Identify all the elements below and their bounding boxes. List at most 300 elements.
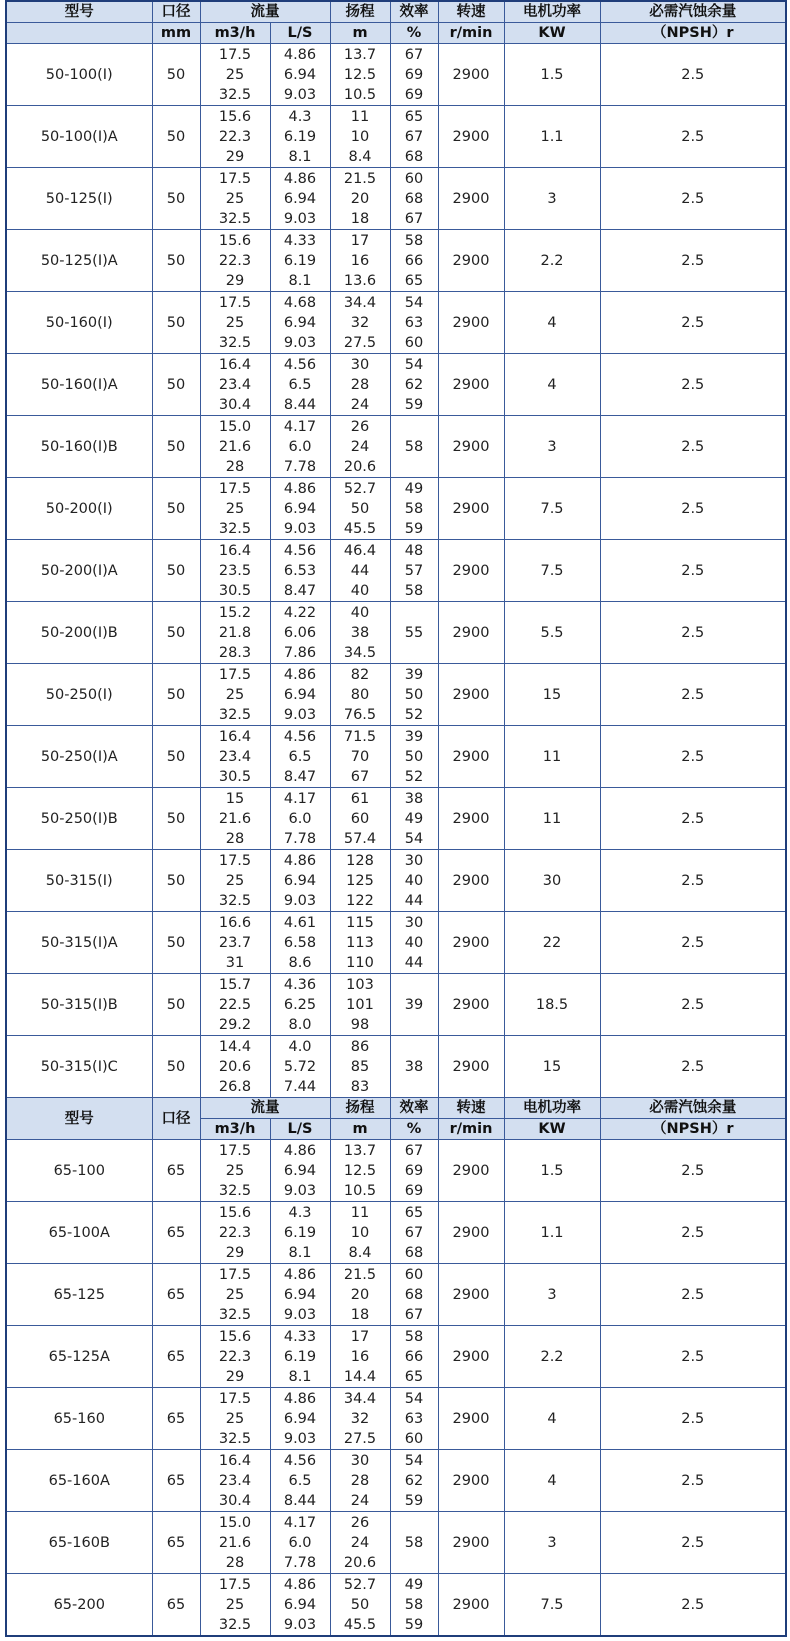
power-cell: 4: [504, 1388, 600, 1450]
head-cell: [330, 1202, 390, 1264]
flow-ls-cell-value: 6.06: [283, 624, 317, 641]
flow-m3h-cell: [200, 1326, 270, 1388]
efficiency-cell-value: 58: [404, 1534, 424, 1551]
efficiency-cell-value: 67: [404, 210, 424, 227]
efficiency-cell-value: 54: [404, 830, 424, 847]
efficiency-cell-value: 62: [404, 376, 424, 393]
header-row-top: [6, 1098, 786, 1119]
caliber-cell: 50: [152, 292, 200, 354]
table-row: [6, 1264, 786, 1326]
efficiency-cell-value: 52: [404, 768, 424, 785]
flow-m3h-cell-value: 32.5: [218, 706, 252, 723]
efficiency-cell: [390, 1264, 438, 1326]
flow-ls-cell-value: 7.78: [283, 1554, 317, 1571]
efficiency-cell: [390, 1140, 438, 1202]
header-flow-ls: L/S: [270, 23, 330, 44]
flow-m3h-cell-value: 22.3: [218, 128, 252, 145]
table-row: [6, 664, 786, 726]
flow-m3h-cell-value: 16.4: [218, 542, 252, 559]
flow-ls-cell-value: 9.03: [283, 86, 317, 103]
header-model-blank: [6, 23, 152, 44]
flow-ls-cell-value: 7.78: [283, 830, 317, 847]
model-cell: 50-100(I): [6, 44, 152, 106]
efficiency-cell-value: 50: [404, 748, 424, 765]
caliber-cell: 50: [152, 416, 200, 478]
flow-m3h-cell-value: 25: [225, 872, 245, 889]
flow-ls-cell-value: 4.3: [288, 108, 312, 125]
power-cell: 1.5: [504, 1140, 600, 1202]
flow-m3h-cell-value: 28: [225, 458, 245, 475]
model-cell: 50-125(I)A: [6, 230, 152, 292]
flow-m3h-cell: [200, 540, 270, 602]
head-cell-value: 10.5: [343, 1182, 377, 1199]
flow-ls-cell: [270, 1326, 330, 1388]
flow-ls-cell-value: 6.94: [283, 190, 317, 207]
flow-m3h-cell-value: 20.6: [218, 1058, 252, 1075]
flow-ls-cell-value: 4.68: [283, 294, 317, 311]
flow-m3h-cell-value: 17.5: [218, 294, 252, 311]
efficiency-cell-value: 38: [404, 790, 424, 807]
speed-cell: 2900: [438, 1512, 504, 1574]
flow-m3h-cell-value: 29: [225, 1244, 245, 1261]
head-cell-value: 30: [350, 1452, 370, 1469]
flow-ls-cell-value: 4.86: [283, 666, 317, 683]
npsh-cell: 2.5: [600, 912, 786, 974]
caliber-cell: 50: [152, 106, 200, 168]
head-cell-value: 17: [350, 232, 370, 249]
speed-cell: 2900: [438, 1326, 504, 1388]
flow-ls-cell-value: 4.86: [283, 1576, 317, 1593]
efficiency-cell-value: 63: [404, 1410, 424, 1427]
head-cell: [330, 230, 390, 292]
flow-m3h-cell-value: 15.7: [218, 976, 252, 993]
flow-m3h-cell: [200, 44, 270, 106]
flow-m3h-cell-value: 30.5: [218, 582, 252, 599]
table-row: [6, 1574, 786, 1637]
efficiency-cell-value: 69: [404, 86, 424, 103]
head-cell-value: 113: [346, 934, 374, 951]
flow-m3h-cell-value: 30.4: [218, 1492, 252, 1509]
flow-ls-cell-value: 6.19: [283, 128, 317, 145]
npsh-cell: 2.5: [600, 974, 786, 1036]
efficiency-cell-value: 30: [404, 914, 424, 931]
head-cell-value: 45.5: [343, 1616, 377, 1633]
flow-m3h-cell-value: 16.4: [218, 1452, 252, 1469]
flow-ls-cell: [270, 106, 330, 168]
efficiency-cell-value: 52: [404, 706, 424, 723]
flow-ls-cell-value: 4.86: [283, 170, 317, 187]
npsh-cell: 2.5: [600, 44, 786, 106]
npsh-cell: 2.5: [600, 1326, 786, 1388]
table-row: [6, 1202, 786, 1264]
flow-ls-cell-value: 4.61: [283, 914, 317, 931]
head-cell: [330, 1140, 390, 1202]
header-npsh-unit: （NPSH）r: [600, 1119, 786, 1140]
efficiency-cell-value: 49: [404, 480, 424, 497]
head-cell-value: 50: [350, 500, 370, 517]
flow-m3h-cell-value: 32.5: [218, 1430, 252, 1447]
npsh-cell: 2.5: [600, 478, 786, 540]
efficiency-cell-value: 60: [404, 170, 424, 187]
efficiency-cell-value: 58: [404, 1596, 424, 1613]
efficiency-cell: [390, 912, 438, 974]
flow-ls-cell: [270, 478, 330, 540]
flow-ls-cell-value: 6.94: [283, 1286, 317, 1303]
speed-cell: 2900: [438, 106, 504, 168]
head-cell-value: 101: [346, 996, 374, 1013]
flow-ls-cell: [270, 850, 330, 912]
npsh-cell: 2.5: [600, 1512, 786, 1574]
speed-cell: 2900: [438, 1574, 504, 1637]
flow-m3h-cell-value: 23.4: [218, 748, 252, 765]
efficiency-cell-value: 44: [404, 892, 424, 909]
header-power: 电机功率: [504, 1098, 600, 1119]
flow-m3h-cell: [200, 1388, 270, 1450]
flow-m3h-cell-value: 23.7: [218, 934, 252, 951]
flow-m3h-cell-value: 22.3: [218, 1224, 252, 1241]
head-cell: [330, 912, 390, 974]
table-row: [6, 1450, 786, 1512]
npsh-cell: 2.5: [600, 354, 786, 416]
table-row: [6, 1036, 786, 1098]
efficiency-cell-value: 38: [404, 1058, 424, 1075]
efficiency-cell: [390, 1036, 438, 1098]
head-cell-value: 128: [346, 852, 374, 869]
header-efficiency-unit: %: [390, 23, 438, 44]
efficiency-cell-value: 60: [404, 334, 424, 351]
head-cell-value: 125: [346, 872, 374, 889]
efficiency-cell-value: 67: [404, 46, 424, 63]
flow-ls-cell-value: 4.17: [283, 790, 317, 807]
efficiency-cell: [390, 106, 438, 168]
head-cell-value: 45.5: [343, 520, 377, 537]
flow-m3h-cell-value: 28: [225, 1554, 245, 1571]
flow-ls-cell: [270, 1140, 330, 1202]
flow-m3h-cell-value: 21.6: [218, 810, 252, 827]
head-cell-value: 103: [346, 976, 374, 993]
table-row: [6, 974, 786, 1036]
efficiency-cell: [390, 540, 438, 602]
speed-cell: 2900: [438, 1036, 504, 1098]
speed-cell: 2900: [438, 540, 504, 602]
flow-m3h-cell: [200, 912, 270, 974]
power-cell: 7.5: [504, 540, 600, 602]
flow-m3h-cell-value: 22.3: [218, 1348, 252, 1365]
power-cell: 18.5: [504, 974, 600, 1036]
caliber-cell: 65: [152, 1264, 200, 1326]
table-row: [6, 788, 786, 850]
flow-m3h-cell-value: 30.4: [218, 396, 252, 413]
head-cell: [330, 478, 390, 540]
efficiency-cell-value: 54: [404, 1452, 424, 1469]
head-cell-value: 32: [350, 1410, 370, 1427]
flow-m3h-cell-value: 25: [225, 1410, 245, 1427]
flow-ls-cell-value: 9.03: [283, 520, 317, 537]
head-cell-value: 14.4: [343, 1368, 377, 1385]
flow-ls-cell-value: 6.94: [283, 1162, 317, 1179]
speed-cell: 2900: [438, 1202, 504, 1264]
flow-ls-cell-value: 6.25: [283, 996, 317, 1013]
efficiency-cell: [390, 788, 438, 850]
model-cell: 65-125: [6, 1264, 152, 1326]
speed-cell: 2900: [438, 1388, 504, 1450]
flow-m3h-cell-value: 25: [225, 686, 245, 703]
head-cell-value: 16: [350, 1348, 370, 1365]
efficiency-cell: [390, 726, 438, 788]
efficiency-cell-value: 65: [404, 1204, 424, 1221]
head-cell-value: 60: [350, 810, 370, 827]
flow-ls-cell-value: 9.03: [283, 1182, 317, 1199]
header-caliber: 口径: [152, 1098, 200, 1140]
head-cell-value: 11: [350, 108, 370, 125]
caliber-cell: 50: [152, 540, 200, 602]
flow-m3h-cell-value: 17.5: [218, 170, 252, 187]
header-npsh-unit: （NPSH）r: [600, 23, 786, 44]
npsh-cell: 2.5: [600, 1036, 786, 1098]
head-cell-value: 44: [350, 562, 370, 579]
efficiency-cell: [390, 292, 438, 354]
caliber-cell: 50: [152, 974, 200, 1036]
flow-m3h-cell: [200, 1202, 270, 1264]
efficiency-cell: [390, 1450, 438, 1512]
speed-cell: 2900: [438, 1450, 504, 1512]
flow-ls-cell-value: 6.94: [283, 1596, 317, 1613]
flow-ls-cell-value: 7.44: [283, 1078, 317, 1095]
table-row: [6, 106, 786, 168]
head-cell-value: 86: [350, 1038, 370, 1055]
flow-m3h-cell-value: 15.0: [218, 418, 252, 435]
npsh-cell: 2.5: [600, 1264, 786, 1326]
flow-ls-cell-value: 4.86: [283, 1266, 317, 1283]
flow-ls-cell-value: 4.36: [283, 976, 317, 993]
table-row: [6, 292, 786, 354]
header-npsh: 必需汽蚀余量: [600, 1098, 786, 1119]
flow-m3h-cell-value: 25: [225, 1596, 245, 1613]
flow-m3h-cell-value: 25: [225, 1162, 245, 1179]
head-cell: [330, 1450, 390, 1512]
head-cell-value: 40: [350, 604, 370, 621]
model-cell: 65-160A: [6, 1450, 152, 1512]
header-head-unit: m: [330, 23, 390, 44]
model-cell: 50-160(I): [6, 292, 152, 354]
power-cell: 15: [504, 1036, 600, 1098]
flow-m3h-cell-value: 17.5: [218, 666, 252, 683]
flow-ls-cell: [270, 44, 330, 106]
efficiency-cell-value: 54: [404, 294, 424, 311]
flow-ls-cell: [270, 1574, 330, 1637]
flow-ls-cell-value: 7.78: [283, 458, 317, 475]
flow-ls-cell-value: 6.58: [283, 934, 317, 951]
header-power-unit: KW: [504, 23, 600, 44]
flow-ls-cell-value: 4.22: [283, 604, 317, 621]
head-cell: [330, 602, 390, 664]
flow-ls-cell-value: 9.03: [283, 706, 317, 723]
header-flow: 流量: [200, 1, 330, 23]
flow-m3h-cell-value: 25: [225, 1286, 245, 1303]
head-cell-value: 24: [350, 438, 370, 455]
flow-m3h-cell-value: 15: [225, 790, 245, 807]
head-cell-value: 85: [350, 1058, 370, 1075]
head-cell-value: 17: [350, 1328, 370, 1345]
table-row: [6, 1326, 786, 1388]
flow-m3h-cell-value: 23.4: [218, 1472, 252, 1489]
head-cell-value: 20: [350, 190, 370, 207]
header-speed-unit: r/min: [438, 23, 504, 44]
flow-m3h-cell: [200, 850, 270, 912]
flow-m3h-cell: [200, 230, 270, 292]
efficiency-cell-value: 54: [404, 356, 424, 373]
flow-ls-cell: [270, 1512, 330, 1574]
caliber-cell: 50: [152, 726, 200, 788]
power-cell: 1.5: [504, 44, 600, 106]
speed-cell: 2900: [438, 230, 504, 292]
model-cell: 50-250(I)B: [6, 788, 152, 850]
flow-m3h-cell-value: 17.5: [218, 1390, 252, 1407]
model-cell: 50-200(I): [6, 478, 152, 540]
speed-cell: 2900: [438, 292, 504, 354]
table-row: [6, 602, 786, 664]
flow-ls-cell: [270, 1388, 330, 1450]
header-power: 电机功率: [504, 1, 600, 23]
header-npsh: 必需汽蚀余量: [600, 1, 786, 23]
flow-m3h-cell: [200, 664, 270, 726]
flow-ls-cell: [270, 354, 330, 416]
flow-ls-cell-value: 5.72: [283, 1058, 317, 1075]
head-cell-value: 28: [350, 376, 370, 393]
head-cell-value: 46.4: [343, 542, 377, 559]
head-cell: [330, 1512, 390, 1574]
model-cell: 65-100A: [6, 1202, 152, 1264]
model-cell: 50-160(I)A: [6, 354, 152, 416]
power-cell: 1.1: [504, 1202, 600, 1264]
flow-m3h-cell-value: 17.5: [218, 1266, 252, 1283]
flow-m3h-cell: [200, 1036, 270, 1098]
flow-m3h-cell-value: 32.5: [218, 1616, 252, 1633]
flow-ls-cell-value: 6.19: [283, 1348, 317, 1365]
efficiency-cell-value: 63: [404, 314, 424, 331]
flow-ls-cell-value: 9.03: [283, 1430, 317, 1447]
flow-m3h-cell-value: 16.4: [218, 728, 252, 745]
flow-m3h-cell: [200, 416, 270, 478]
head-cell-value: 18: [350, 1306, 370, 1323]
header-speed-unit: r/min: [438, 1119, 504, 1140]
caliber-cell: 65: [152, 1450, 200, 1512]
flow-ls-cell-value: 4.56: [283, 728, 317, 745]
header-efficiency: 效率: [390, 1, 438, 23]
model-cell: 50-200(I)B: [6, 602, 152, 664]
model-cell: 50-250(I): [6, 664, 152, 726]
caliber-cell: 50: [152, 1036, 200, 1098]
power-cell: 3: [504, 1512, 600, 1574]
efficiency-cell-value: 49: [404, 810, 424, 827]
flow-ls-cell: [270, 1264, 330, 1326]
head-cell: [330, 974, 390, 1036]
table-row: [6, 416, 786, 478]
model-cell: 50-315(I)A: [6, 912, 152, 974]
efficiency-cell-value: 59: [404, 396, 424, 413]
head-cell: [330, 540, 390, 602]
flow-m3h-cell-value: 25: [225, 190, 245, 207]
flow-m3h-cell-value: 16.6: [218, 914, 252, 931]
header-row-top: [6, 1, 786, 23]
power-cell: 4: [504, 354, 600, 416]
head-cell-value: 24: [350, 1492, 370, 1509]
efficiency-cell-value: 65: [404, 108, 424, 125]
flow-ls-cell: [270, 292, 330, 354]
flow-ls-cell-value: 9.03: [283, 892, 317, 909]
flow-ls-cell: [270, 168, 330, 230]
head-cell-value: 82: [350, 666, 370, 683]
head-cell-value: 8.4: [348, 148, 372, 165]
speed-cell: 2900: [438, 912, 504, 974]
head-cell-value: 10: [350, 128, 370, 145]
flow-ls-cell-value: 8.47: [283, 582, 317, 599]
efficiency-cell: [390, 850, 438, 912]
power-cell: 15: [504, 664, 600, 726]
efficiency-cell: [390, 1512, 438, 1574]
flow-ls-cell: [270, 912, 330, 974]
flow-ls-cell-value: 6.94: [283, 66, 317, 83]
flow-m3h-cell-value: 15.6: [218, 1328, 252, 1345]
head-cell: [330, 664, 390, 726]
head-cell-value: 40: [350, 582, 370, 599]
flow-ls-cell-value: 4.17: [283, 1514, 317, 1531]
head-cell-value: 98: [350, 1016, 370, 1033]
flow-m3h-cell-value: 31: [225, 954, 245, 971]
flow-m3h-cell-value: 17.5: [218, 1142, 252, 1159]
head-cell-value: 10: [350, 1224, 370, 1241]
flow-m3h-cell-value: 22.5: [218, 996, 252, 1013]
head-cell: [330, 416, 390, 478]
flow-m3h-cell-value: 28.3: [218, 644, 252, 661]
head-cell-value: 70: [350, 748, 370, 765]
flow-ls-cell-value: 4.3: [288, 1204, 312, 1221]
head-cell-value: 57.4: [343, 830, 377, 847]
efficiency-cell: [390, 230, 438, 292]
efficiency-cell-value: 39: [404, 728, 424, 745]
head-cell-value: 10.5: [343, 86, 377, 103]
flow-m3h-cell-value: 21.6: [218, 438, 252, 455]
table-row: [6, 354, 786, 416]
flow-m3h-cell-value: 14.4: [218, 1038, 252, 1055]
head-cell-value: 16: [350, 252, 370, 269]
flow-ls-cell-value: 4.33: [283, 1328, 317, 1345]
efficiency-cell-value: 59: [404, 520, 424, 537]
head-cell-value: 34.4: [343, 1390, 377, 1407]
flow-m3h-cell-value: 25: [225, 314, 245, 331]
efficiency-cell: [390, 168, 438, 230]
head-cell-value: 32: [350, 314, 370, 331]
head-cell-value: 38: [350, 624, 370, 641]
flow-ls-cell-value: 8.1: [288, 1368, 312, 1385]
head-cell: [330, 44, 390, 106]
head-cell: [330, 1326, 390, 1388]
flow-m3h-cell-value: 17.5: [218, 1576, 252, 1593]
flow-ls-cell-value: 4.86: [283, 852, 317, 869]
head-cell-value: 13.7: [343, 46, 377, 63]
efficiency-cell-value: 65: [404, 272, 424, 289]
header-efficiency: 效率: [390, 1098, 438, 1119]
npsh-cell: 2.5: [600, 726, 786, 788]
flow-m3h-cell-value: 32.5: [218, 1306, 252, 1323]
efficiency-cell: [390, 1202, 438, 1264]
speed-cell: 2900: [438, 354, 504, 416]
flow-m3h-cell-value: 17.5: [218, 852, 252, 869]
speed-cell: 2900: [438, 1264, 504, 1326]
efficiency-cell-value: 60: [404, 1266, 424, 1283]
flow-m3h-cell: [200, 1450, 270, 1512]
caliber-cell: 65: [152, 1326, 200, 1388]
